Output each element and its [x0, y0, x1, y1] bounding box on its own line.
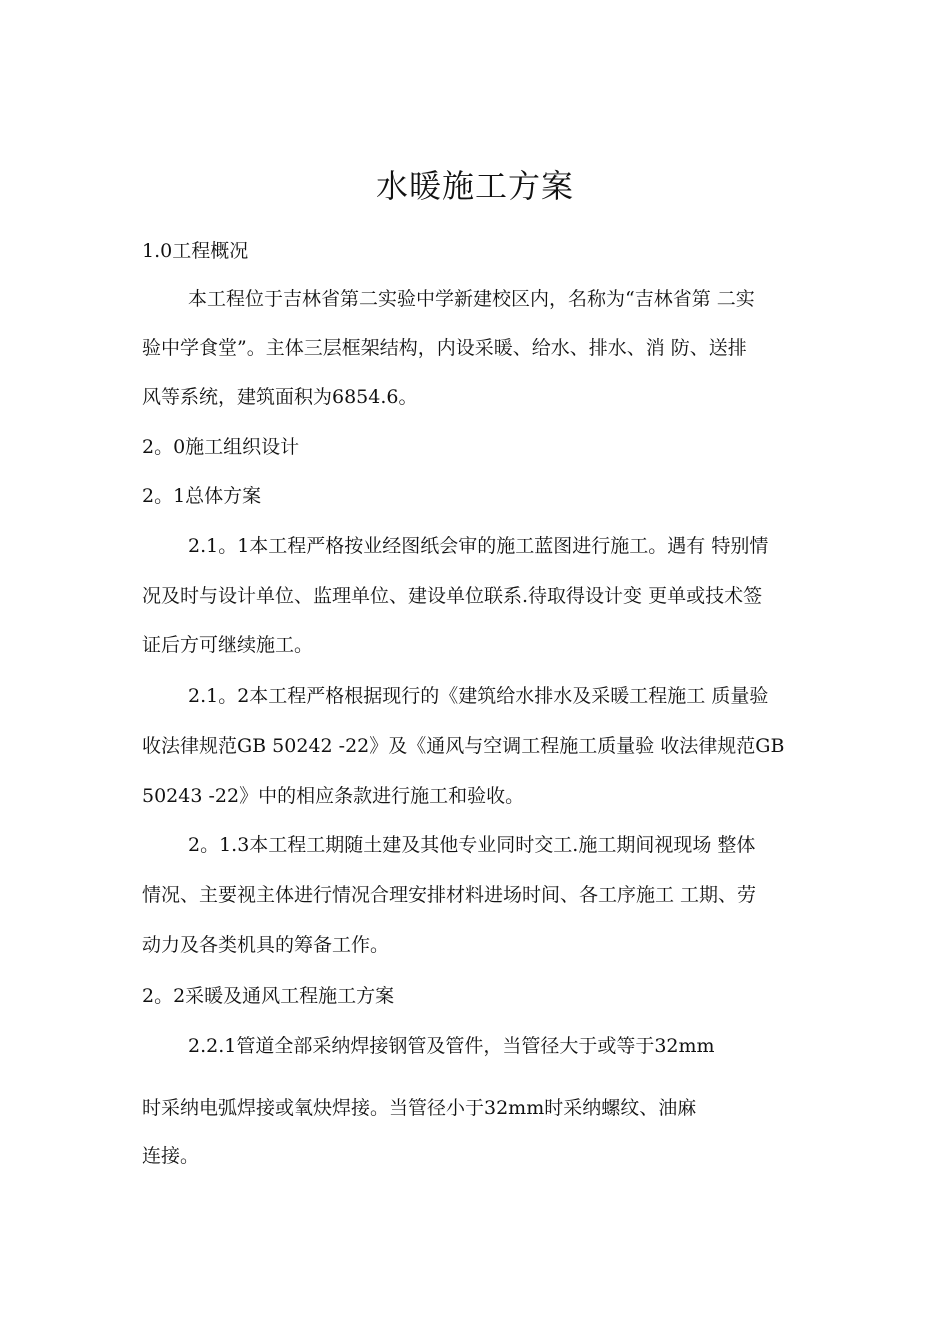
paragraph-line: 2。1.3本工程工期随土建及其他专业同时交工.施工期间视现场 整体 — [188, 834, 756, 856]
section-heading-2-1: 2。1总体方案 — [142, 485, 262, 507]
paragraph-line: 证后方可继续施工。 — [142, 634, 314, 656]
section-heading-2-0: 2。0施工组织设计 — [142, 436, 300, 458]
paragraph-line: 50243 -22》中的相应条款进行施工和验收。 — [142, 785, 525, 807]
section-heading-2-2: 2。2采暖及通风工程施工方案 — [142, 985, 395, 1007]
paragraph-line: 况及时与设计单位、监理单位、建设单位联系.待取得设计变 更单或技术签 — [142, 585, 763, 607]
section-heading-1-0: 1.0工程概况 — [142, 240, 249, 262]
paragraph-line: 2.1。1本工程严格按业经图纸会审的施工蓝图进行施工。遇有 特别情 — [188, 535, 769, 557]
document-title: 水暖施工方案 — [375, 167, 574, 205]
paragraph-line: 2.1。2本工程严格根据现行的《建筑给水排水及采暖工程施工 质量验 — [188, 685, 769, 707]
paragraph-line: 动力及各类机具的筹备工作。 — [142, 934, 390, 956]
paragraph-line: 2.2.1管道全部采纳焊接钢管及管件，当管径大于或等于32mm — [188, 1035, 715, 1057]
paragraph-line: 风等系统，建筑面积为6854.6。 — [142, 386, 418, 408]
paragraph-line: 验中学食堂”。主体三层框架结构，内设采暖、给水、排水、消 防、送排 — [142, 337, 747, 359]
paragraph-line: 本工程位于吉林省第二实验中学新建校区内，名称为“吉林省第 二实 — [188, 288, 755, 310]
paragraph-line: 连接。 — [142, 1145, 200, 1167]
paragraph-line: 收法律规范GB 50242 -22》及《通风与空调工程施工质量验 收法律规范GB — [142, 735, 785, 757]
paragraph-line: 时采纳电弧焊接或氧炔焊接。当管径小于32mm时采纳螺纹、油麻 — [142, 1097, 697, 1119]
paragraph-line: 情况、主要视主体进行情况合理安排材料进场时间、各工序施工 工期、劳 — [142, 884, 757, 906]
